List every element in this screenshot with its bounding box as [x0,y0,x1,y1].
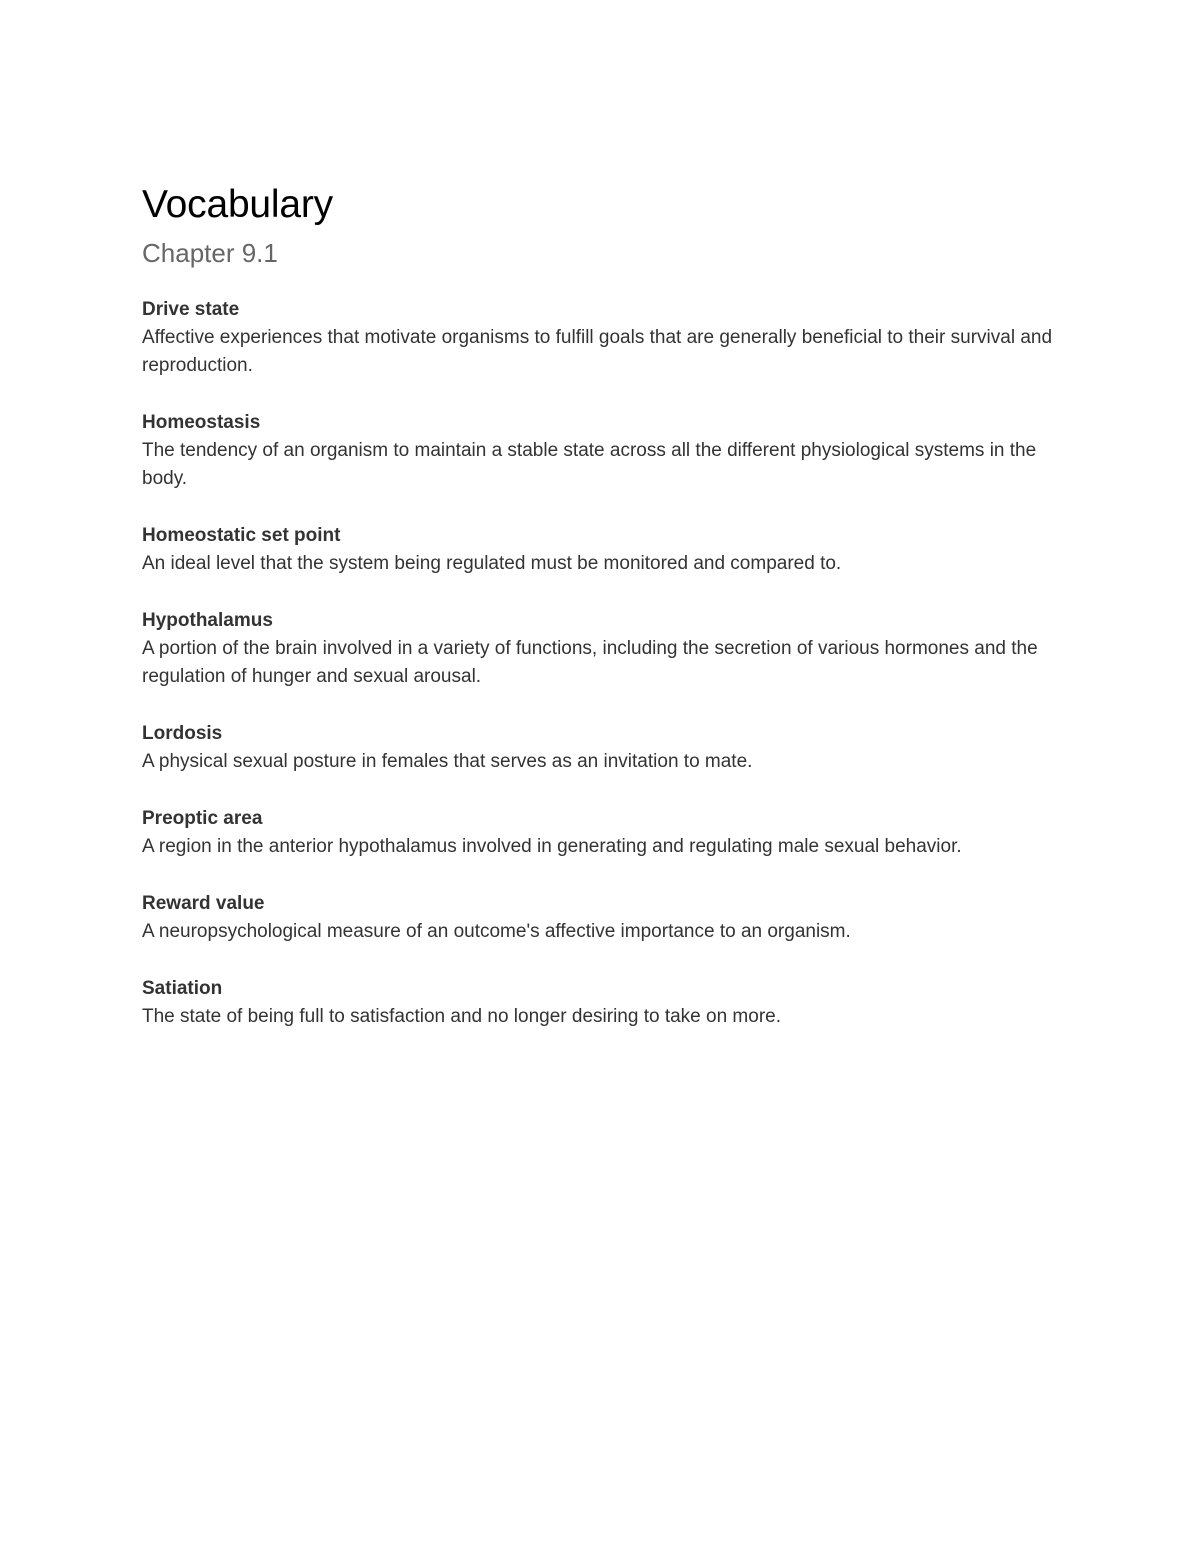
vocabulary-entry [142,607,1072,691]
vocabulary-entry [142,409,1072,493]
vocabulary-entry [142,975,1072,1031]
document-content [142,180,1072,1060]
vocabulary-entry [142,720,1072,776]
vocabulary-entry [142,805,1072,861]
vocabulary-definition: A region in the anterior hypothalamus involved in generating and regulating male sexual behavior. [142,836,962,857]
vocabulary-term: Lordosis [142,723,223,744]
vocabulary-definition: An ideal level that the system being regulated must be monitored and compared to. [142,553,842,574]
vocabulary-term: Preoptic area [142,808,263,829]
vocabulary-definition: A neuropsychological measure of an outcome's affective importance to an organism. [142,921,851,942]
vocabulary-definition: A physical sexual posture in females that serves as an invitation to mate. [142,751,753,772]
vocabulary-definition: The state of being full to satisfaction and no longer desiring to take on more. [142,1006,781,1027]
vocabulary-term: Homeostasis [142,412,261,433]
vocabulary-definition: A portion of the brain involved in a variety of functions, including the secretion of various hormones and the regulation of hunger and sexual arousal. [142,638,1038,687]
vocabulary-term: Hypothalamus [142,610,273,631]
vocabulary-term: Homeostatic set point [142,525,341,546]
vocabulary-entry [142,890,1072,946]
vocabulary-definition: Affective experiences that motivate organisms to fulfill goals that are generally beneficial to their survival and reproduction. [142,327,1053,376]
vocabulary-term: Drive state [142,299,240,320]
vocabulary-entry [142,522,1072,578]
vocabulary-entry [142,296,1072,380]
page-title: Vocabulary [142,183,333,226]
vocabulary-definition: The tendency of an organism to maintain a stable state across all the different physiological systems in the body. [142,440,1037,489]
vocabulary-term: Satiation [142,978,223,999]
vocabulary-term: Reward value [142,893,265,914]
page-subtitle: Chapter 9.1 [142,238,278,268]
vocabulary-list [142,296,1072,1031]
